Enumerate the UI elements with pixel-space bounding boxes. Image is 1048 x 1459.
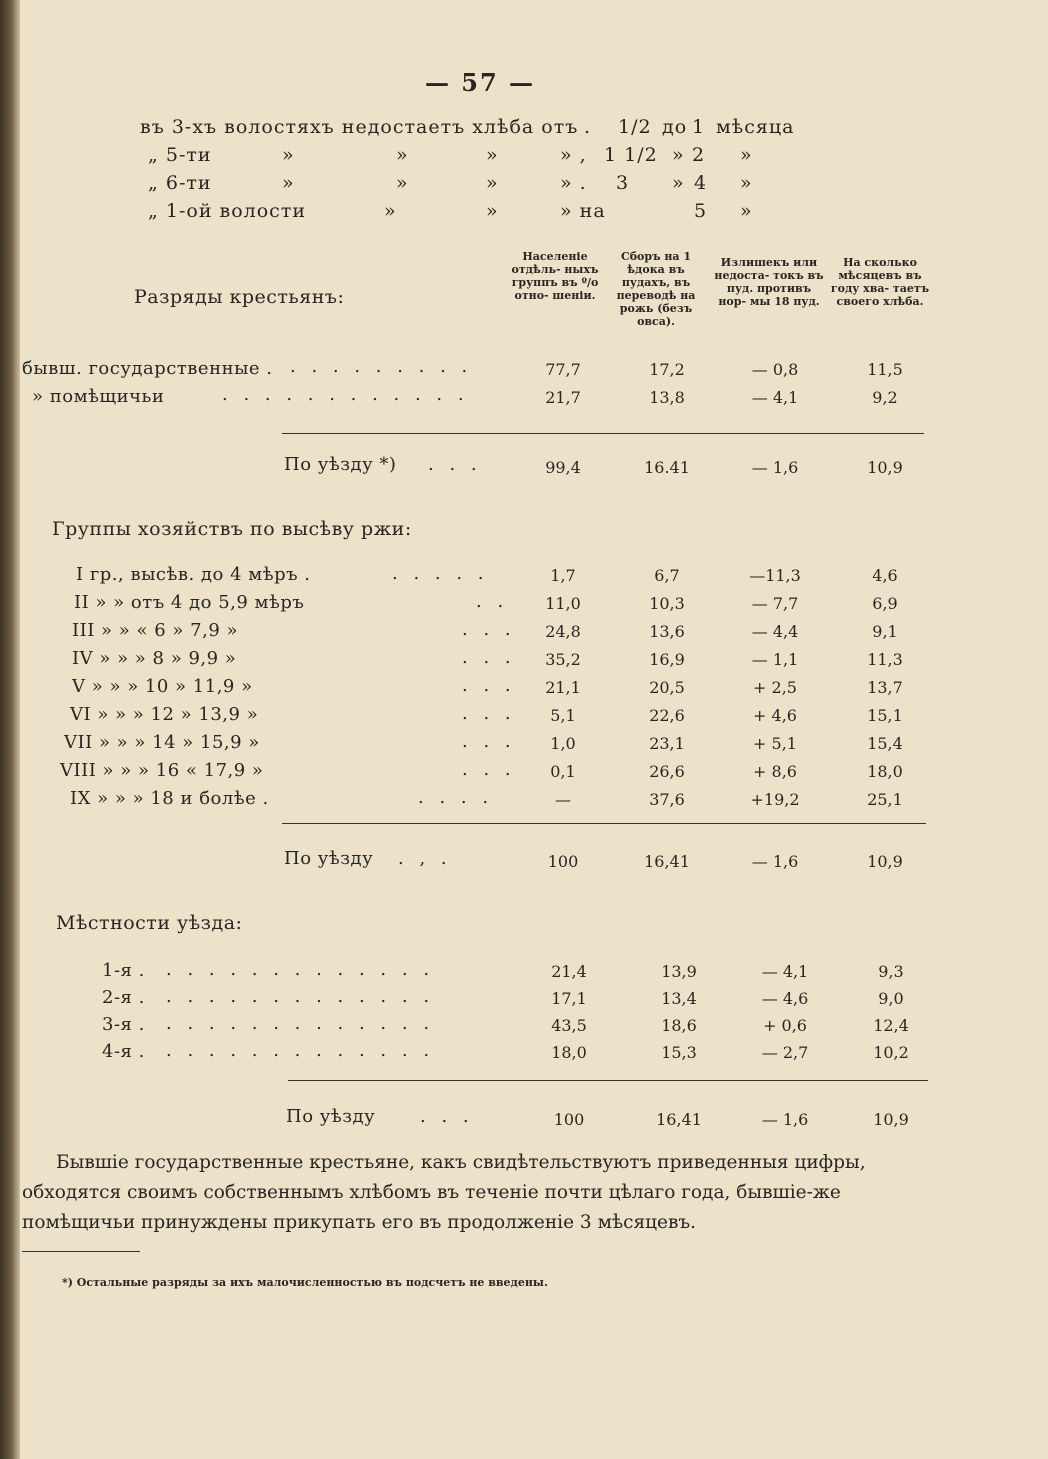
cell-harvest: 20,5 bbox=[649, 678, 685, 697]
cell-harvest: 26,6 bbox=[649, 762, 685, 781]
row-label: VII » » » 14 » 15,9 » bbox=[64, 732, 260, 753]
cell-months: 15,1 bbox=[867, 706, 903, 725]
cell-harvest: 15,3 bbox=[661, 1043, 697, 1062]
leader-dots: . . . . bbox=[418, 787, 494, 808]
intro-line-4-mark-4: » на bbox=[560, 200, 606, 222]
cell-months: 25,1 bbox=[867, 790, 903, 809]
group-title: Мѣстности уѣзда: bbox=[56, 912, 243, 934]
cell-surplus: —11,3 bbox=[749, 566, 801, 585]
intro-line-3-mark-3: » bbox=[486, 172, 499, 194]
intro-line-4-mark-3: » bbox=[486, 200, 499, 222]
intro-line-1-to: 1 bbox=[692, 116, 706, 138]
cell-harvest: 13,9 bbox=[661, 962, 697, 981]
intro-line-1-prefix: въ 3-хъ волостяхъ недостаетъ хлѣба отъ bbox=[140, 116, 579, 138]
intro-line-2-unit: » bbox=[740, 144, 753, 166]
row-label: VIII » » » 16 « 17,9 » bbox=[60, 760, 264, 781]
cell-surplus: — 4,1 bbox=[761, 962, 809, 981]
page-number: — 57 — bbox=[424, 68, 536, 97]
intro-line-4-mark-1: » bbox=[384, 200, 397, 222]
total-harvest: 16,41 bbox=[656, 1110, 702, 1129]
cell-population: 0,1 bbox=[550, 762, 576, 781]
cell-population: 11,0 bbox=[545, 594, 581, 613]
cell-population: 17,1 bbox=[551, 989, 587, 1008]
intro-line-1-sep: . bbox=[584, 116, 592, 138]
leader-dots: . . . . . . . . . . . . . bbox=[166, 986, 435, 1007]
row-label-header: Разряды крестьянъ: bbox=[134, 286, 345, 308]
leader-dots: . . . bbox=[462, 647, 516, 668]
leader-dots: . , . bbox=[398, 848, 452, 869]
cell-surplus: — 0,8 bbox=[751, 360, 799, 379]
cell-surplus: — 4,4 bbox=[751, 622, 799, 641]
cell-months: 9,3 bbox=[878, 962, 904, 981]
paragraph-line-3: помѣщичьи принуждены прикупать его въ продолженіе 3 мѣсяцевъ. bbox=[22, 1212, 697, 1233]
cell-months: 12,4 bbox=[873, 1016, 909, 1035]
intro-line-1-from: 1/2 bbox=[618, 116, 652, 138]
total-months: 10,9 bbox=[873, 1110, 909, 1129]
total-rule bbox=[282, 823, 926, 824]
leader-dots: . . . bbox=[462, 731, 516, 752]
total-months: 10,9 bbox=[867, 852, 903, 871]
intro-line-4-unit: » bbox=[740, 200, 753, 222]
total-months: 10,9 bbox=[867, 458, 903, 477]
cell-months: 18,0 bbox=[867, 762, 903, 781]
cell-surplus: — 7,7 bbox=[751, 594, 799, 613]
col-header-harvest: Сборъ на 1 ѣдока въ пудахъ, въ переводѣ на рожь (безъ овса). bbox=[616, 250, 696, 328]
cell-months: 13,7 bbox=[867, 678, 903, 697]
cell-harvest: 23,1 bbox=[649, 734, 685, 753]
cell-months: 11,3 bbox=[867, 650, 903, 669]
leader-dots: . . . . . . . . . bbox=[290, 356, 473, 377]
cell-population: 5,1 bbox=[550, 706, 576, 725]
row-label: 1-я . bbox=[102, 960, 145, 981]
total-surplus: — 1,6 bbox=[751, 852, 799, 871]
cell-population: 1,0 bbox=[550, 734, 576, 753]
leader-dots: . . . bbox=[462, 619, 516, 640]
cell-surplus: + 2,5 bbox=[753, 678, 797, 697]
cell-surplus: + 4,6 bbox=[753, 706, 797, 725]
leader-dots: . . . bbox=[462, 675, 516, 696]
leader-dots: . . . . . . . . . . . . . bbox=[166, 1013, 435, 1034]
leader-dots: . . . bbox=[462, 759, 516, 780]
cell-surplus: +19,2 bbox=[750, 790, 800, 809]
intro-line-2-to: 2 bbox=[692, 144, 706, 166]
paragraph-line-1: Бывшіе государственные крестьяне, какъ свидѣтельствуютъ приведенныя цифры, bbox=[56, 1152, 866, 1173]
leader-dots: . . . bbox=[462, 703, 516, 724]
cell-harvest: 10,3 bbox=[649, 594, 685, 613]
leader-dots: . . bbox=[476, 591, 509, 612]
intro-line-2-to-mark: » bbox=[672, 144, 685, 166]
col-header-surplus: Излишекъ или недоста- токъ въ пуд. противъ нор- мы 18 пуд. bbox=[714, 256, 824, 308]
cell-surplus: — 4,1 bbox=[751, 388, 799, 407]
cell-population: 43,5 bbox=[551, 1016, 587, 1035]
intro-line-1-unit: мѣсяца bbox=[716, 116, 795, 138]
row-label: 3-я . bbox=[102, 1014, 145, 1035]
intro-line-4-to: 5 bbox=[694, 200, 708, 222]
cell-months: 6,9 bbox=[872, 594, 898, 613]
total-population: 99,4 bbox=[545, 458, 581, 477]
cell-surplus: + 8,6 bbox=[753, 762, 797, 781]
intro-line-1-to-mark: до bbox=[662, 116, 688, 138]
cell-surplus: + 0,6 bbox=[763, 1016, 807, 1035]
leader-dots: . . . . . . . . . . . . bbox=[222, 384, 469, 405]
footnote-rule bbox=[22, 1251, 140, 1252]
cell-months: 9,2 bbox=[872, 388, 898, 407]
cell-population: 35,2 bbox=[545, 650, 581, 669]
intro-line-2-mark-4: » , bbox=[560, 144, 587, 166]
leader-dots: . . . bbox=[428, 454, 482, 475]
cell-harvest: 13,4 bbox=[661, 989, 697, 1008]
cell-population: 18,0 bbox=[551, 1043, 587, 1062]
cell-harvest: 37,6 bbox=[649, 790, 685, 809]
intro-line-3-from: 3 bbox=[616, 172, 630, 194]
total-rule bbox=[288, 1080, 928, 1081]
cell-population: 21,4 bbox=[551, 962, 587, 981]
intro-line-2-mark-2: » bbox=[396, 144, 409, 166]
row-label: V » » » 10 » 11,9 » bbox=[72, 676, 253, 697]
row-label: VI » » » 12 » 13,9 » bbox=[70, 704, 259, 725]
leader-dots: . . . . . bbox=[392, 563, 489, 584]
cell-population: 24,8 bbox=[545, 622, 581, 641]
leader-dots: . . . . . . . . . . . . . bbox=[166, 1040, 435, 1061]
total-label: По уѣзду bbox=[284, 848, 374, 869]
row-label: IV » » » 8 » 9,9 » bbox=[72, 648, 237, 669]
cell-harvest: 13,8 bbox=[649, 388, 685, 407]
cell-harvest: 16,9 bbox=[649, 650, 685, 669]
col-header-months: На сколько мѣсяцевъ въ году хва- таетъ своего хлѣба. bbox=[830, 256, 930, 308]
book-spine-shadow bbox=[0, 0, 20, 1459]
intro-line-3-to-mark: » bbox=[672, 172, 685, 194]
total-population: 100 bbox=[547, 852, 579, 871]
intro-line-3-mark-1: » bbox=[282, 172, 295, 194]
group-title: Группы хозяйствъ по высѣву ржи: bbox=[52, 518, 412, 540]
cell-months: 4,6 bbox=[872, 566, 898, 585]
paragraph-line-2: обходятся своимъ собственнымъ хлѣбомъ въ теченіе почти цѣлаго года, бывшіе-же bbox=[22, 1182, 841, 1203]
total-harvest: 16.41 bbox=[644, 458, 690, 477]
cell-surplus: — 2,7 bbox=[761, 1043, 809, 1062]
cell-months: 11,5 bbox=[867, 360, 903, 379]
cell-harvest: 6,7 bbox=[654, 566, 680, 585]
intro-line-2-mark-1: » bbox=[282, 144, 295, 166]
cell-months: 9,1 bbox=[872, 622, 898, 641]
cell-surplus: — 1,1 bbox=[751, 650, 799, 669]
leader-dots: . . . . . . . . . . . . . bbox=[166, 959, 435, 980]
cell-population: 1,7 bbox=[550, 566, 576, 585]
row-label: IX » » » 18 и болѣе . bbox=[70, 788, 269, 809]
cell-harvest: 22,6 bbox=[649, 706, 685, 725]
intro-line-3-mark-4: » . bbox=[560, 172, 587, 194]
row-label: » помѣщичьи bbox=[32, 386, 165, 407]
total-population: 100 bbox=[553, 1110, 585, 1129]
row-label: I гр., высѣв. до 4 мѣръ . bbox=[76, 564, 311, 585]
total-rule bbox=[282, 433, 924, 434]
intro-line-3-mark-2: » bbox=[396, 172, 409, 194]
intro-line-3-to: 4 bbox=[694, 172, 708, 194]
intro-line-2-mark-3: » bbox=[486, 144, 499, 166]
total-harvest: 16,41 bbox=[644, 852, 690, 871]
cell-harvest: 13,6 bbox=[649, 622, 685, 641]
cell-population: 21,1 bbox=[545, 678, 581, 697]
total-surplus: — 1,6 bbox=[751, 458, 799, 477]
intro-line-4-prefix: „ 1-ой волости bbox=[148, 200, 306, 222]
row-label: 4-я . bbox=[102, 1041, 145, 1062]
intro-line-3-prefix: „ 6-ти bbox=[148, 172, 212, 194]
intro-line-2-prefix: „ 5-ти bbox=[148, 144, 212, 166]
cell-surplus: — 4,6 bbox=[761, 989, 809, 1008]
total-label: По уѣзду *) bbox=[284, 454, 397, 475]
leader-dots: . . . bbox=[420, 1106, 474, 1127]
cell-population: — bbox=[555, 790, 571, 809]
total-label: По уѣзду bbox=[286, 1106, 376, 1127]
cell-population: 21,7 bbox=[545, 388, 581, 407]
footnote: *) Остальные разряды за ихъ малочисленностью въ подсчетъ не введены. bbox=[62, 1276, 548, 1289]
row-label: III » » « 6 » 7,9 » bbox=[72, 620, 239, 641]
cell-population: 77,7 bbox=[545, 360, 581, 379]
cell-months: 9,0 bbox=[878, 989, 904, 1008]
cell-surplus: + 5,1 bbox=[753, 734, 797, 753]
intro-line-3-unit: » bbox=[740, 172, 753, 194]
cell-months: 10,2 bbox=[873, 1043, 909, 1062]
cell-months: 15,4 bbox=[867, 734, 903, 753]
cell-harvest: 18,6 bbox=[661, 1016, 697, 1035]
row-label: бывш. государственные . bbox=[22, 358, 273, 379]
cell-harvest: 17,2 bbox=[649, 360, 685, 379]
row-label: II » » отъ 4 до 5,9 мѣръ bbox=[74, 592, 305, 613]
intro-line-2-from: 1 1/2 bbox=[604, 144, 658, 166]
col-header-population: Населеніе отдѣль- ныхъ группъ въ º/о отно- шеніи. bbox=[511, 250, 599, 302]
total-surplus: — 1,6 bbox=[761, 1110, 809, 1129]
row-label: 2-я . bbox=[102, 987, 145, 1008]
